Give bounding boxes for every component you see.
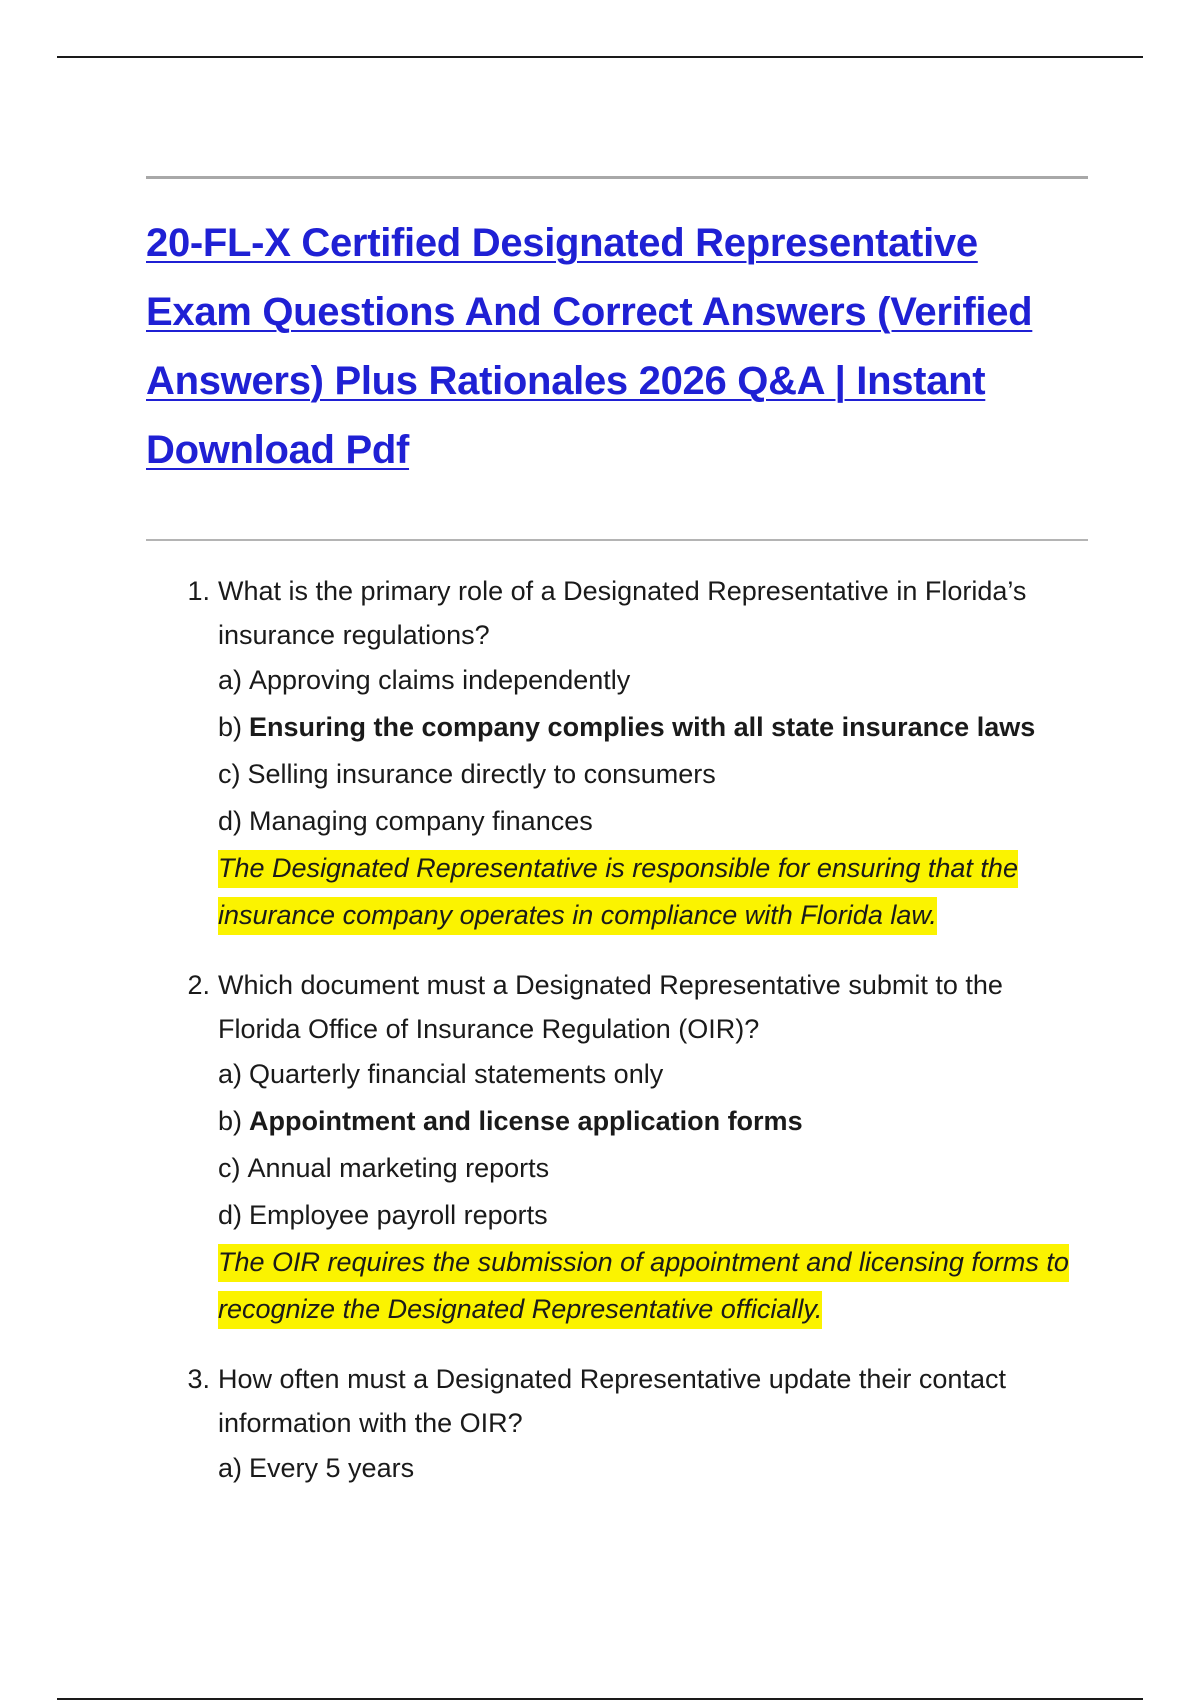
option-c: c) Selling insurance directly to consumers [218, 759, 716, 789]
option-b-correct: b) Appointment and license application forms [218, 1106, 803, 1136]
option-a: a) Approving claims independently [218, 665, 631, 695]
question-text: How often must a Designated Representative update their contact information with the OIR? [218, 1364, 1006, 1438]
option-d: d) Employee payroll reports [218, 1200, 548, 1230]
option-c: c) Annual marketing reports [218, 1153, 550, 1183]
question-number: 2. [187, 970, 210, 1000]
option-a: a) Every 5 years [218, 1453, 415, 1483]
page-top-rule [57, 56, 1143, 58]
question-text: What is the primary role of a Designated Representative in Florida’s insurance regulations? [218, 576, 1027, 650]
option-a: a) Quarterly financial statements only [218, 1059, 664, 1089]
question-body [218, 1357, 1088, 1492]
rationale-highlight: The OIR requires the submission of appointment and licensing forms to recognize the Designated Representative officially. [218, 1244, 1069, 1329]
option-b-correct: b) Ensuring the company complies with all state insurance laws [218, 712, 1036, 742]
rationale [218, 1239, 1088, 1333]
document-title-link[interactable]: 20-FL-X Certified Designated Representative Exam Questions And Correct Answers (Verified Answers) Plus Rationales 2026 Q&A | Instant Download Pdf [146, 221, 1033, 472]
rationale [218, 845, 1088, 939]
question-1 [146, 569, 1088, 939]
title-top-rule [146, 176, 1088, 179]
rationale-highlight: The Designated Representative is responsible for ensuring that the insurance company operates in compliance with Florida law. [218, 850, 1018, 935]
question-3 [146, 1357, 1088, 1492]
question-number: 3. [187, 1364, 210, 1394]
question-2 [146, 963, 1088, 1333]
document-content [146, 176, 1088, 1516]
question-body [218, 963, 1088, 1333]
question-body [218, 569, 1088, 939]
question-list [146, 569, 1088, 1492]
option-d: d) Managing company finances [218, 806, 593, 836]
question-number: 1. [187, 576, 210, 606]
question-text: Which document must a Designated Representative submit to the Florida Office of Insurance Regulation (OIR)? [218, 970, 1003, 1044]
title-bottom-rule [146, 539, 1088, 541]
